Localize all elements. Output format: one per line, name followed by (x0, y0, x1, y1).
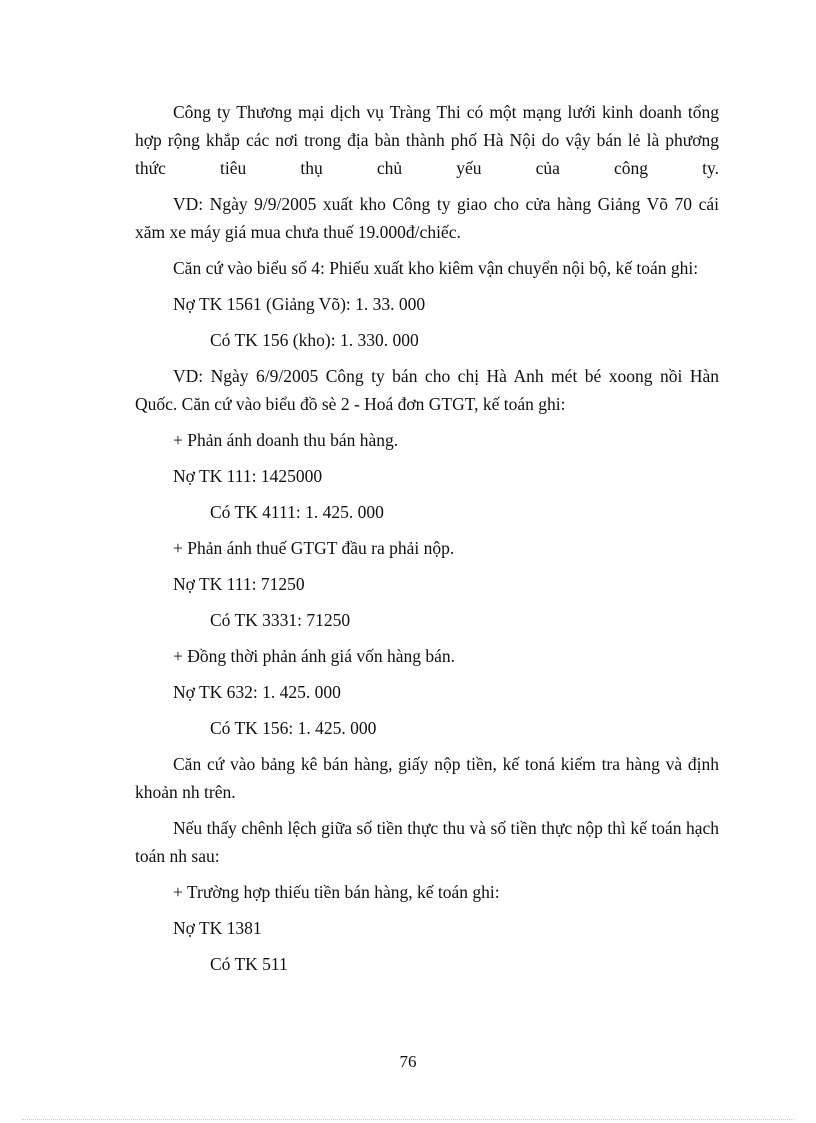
paragraph-difference: Nếu thấy chênh lệch giữa số tiền thực thu và số tiền thực nộp thì kế toán hạch toán nh sau: (135, 818, 719, 866)
footer-divider (22, 1119, 794, 1120)
page-number: 76 (399, 1052, 417, 1071)
vat-credit: Có TK 3331: 71250 (210, 610, 351, 630)
shortage-debit: Nợ TK 1381 (173, 918, 262, 938)
cost-heading: + Đồng thời phản ánh giá vốn hàng bán. (173, 646, 456, 666)
vat-debit: Nợ TK 111: 71250 (173, 574, 305, 594)
entry1-credit: Có TK 156 (kho): 1. 330. 000 (210, 330, 419, 350)
paragraph-intro: Công ty Thương mại dịch vụ Tràng Thi có một mạng lưới kinh doanh tổng hợp rộng khắp các nơi trong địa bàn thành phố Hà Nội do vậy bán lẻ là phương thức tiêu thụ chủ yếu của công ty. (135, 102, 719, 178)
revenue-credit: Có TK 4111: 1. 425. 000 (210, 502, 384, 522)
body-text (135, 98, 719, 986)
cost-credit: Có TK 156: 1. 425. 000 (210, 718, 377, 738)
cost-debit: Nợ TK 632: 1. 425. 000 (173, 682, 341, 702)
entry1-debit: Nợ TK 1561 (Giảng Võ): 1. 33. 000 (173, 294, 426, 314)
revenue-debit: Nợ TK 111: 1425000 (173, 466, 323, 486)
shortage-heading: + Trường hợp thiếu tiền bán hàng, kế toán ghi: (173, 882, 500, 902)
paragraph-example-2: VD: Ngày 6/9/2005 Công ty bán cho chị Hà Anh mét bé xoong nồi Hàn Quốc. Căn cứ vào biểu đồ sè 2 - Hoá đơn GTGT, kế toán ghi: (135, 366, 719, 414)
shortage-credit: Có TK 511 (210, 954, 288, 974)
revenue-heading: + Phản ánh doanh thu bán hàng. (173, 430, 399, 450)
paragraph-basis-1: Căn cứ vào biểu số 4: Phiếu xuất kho kiêm vận chuyển nội bộ, kế toán ghi: (173, 258, 699, 278)
paragraph-example-1: VD: Ngày 9/9/2005 xuất kho Công ty giao cho cửa hàng Giảng Võ 70 cái xăm xe máy giá mua chưa thuế 19.000đ/chiếc. (135, 194, 719, 242)
paragraph-check: Căn cứ vào bảng kê bán hàng, giấy nộp tiền, kế toná kiểm tra hàng và định khoản nh trên. (135, 754, 719, 802)
vat-heading: + Phản ánh thuế GTGT đầu ra phải nộp. (173, 538, 455, 558)
